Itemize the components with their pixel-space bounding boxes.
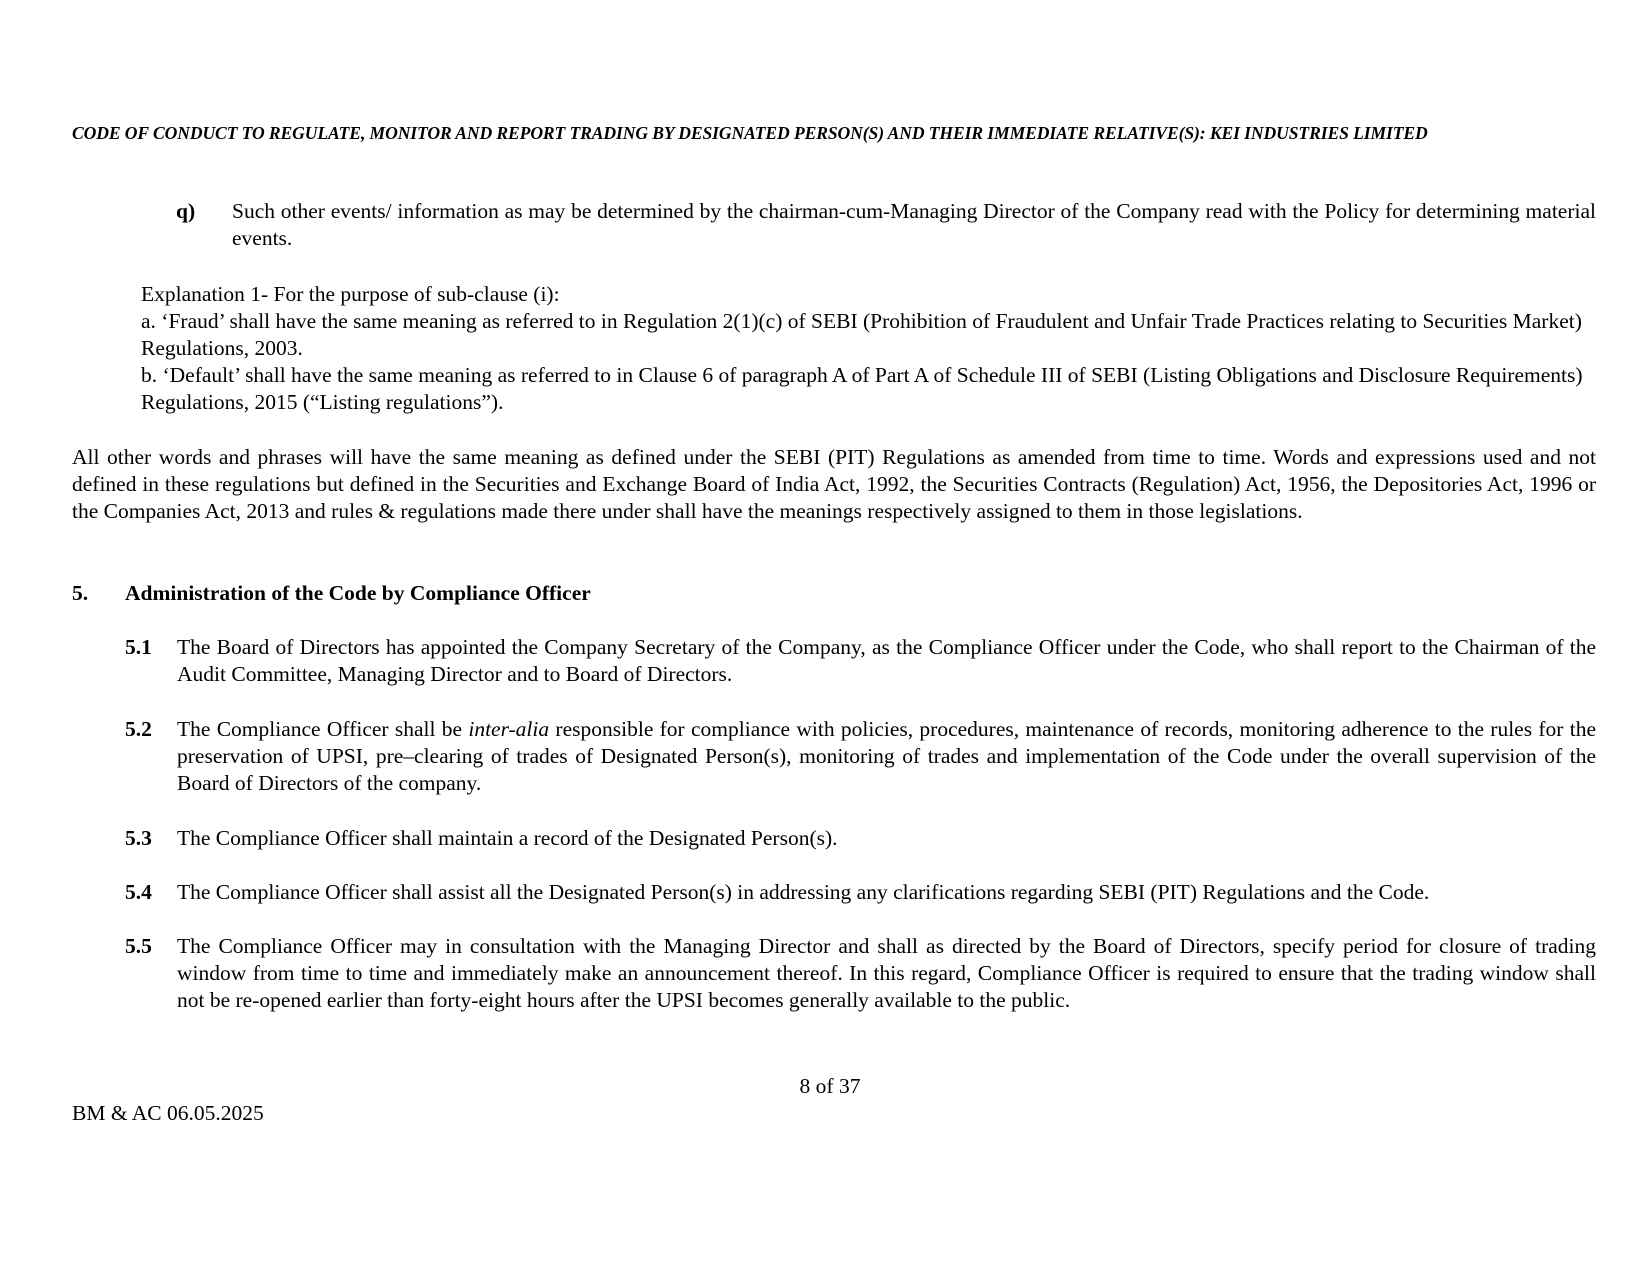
footer-reference: BM & AC 06.05.2025 — [72, 1101, 264, 1125]
subclause-text: The Compliance Officer shall maintain a record of the Designated Person(s). — [177, 826, 838, 850]
subclause-text: The Compliance Officer may in consultation with the Managing Director and shall as directed by the Board of Directors, specify period for closure of trading window from time to time and immediately make an announcement thereof. In this regard, Compliance Officer is required to ensure that the trading window shall not be re-opened earlier than forty-eight hours after the UPSI becomes generally available to the public. — [177, 934, 1596, 1012]
subclause-text-start: The Compliance Officer shall be — [177, 717, 469, 741]
clause-q-label: q) — [176, 199, 196, 223]
subclause-number: 5.2 — [125, 717, 152, 741]
explanation-block — [141, 281, 1601, 416]
subclause-number: 5.4 — [125, 880, 152, 904]
subclause-number: 5.5 — [125, 934, 152, 958]
clause-q-text: Such other events/ information as may be determined by the chairman-cum-Managing Director of the Company read with the Policy for determining material events. — [232, 199, 1596, 250]
subclause-text-italic: inter-alia — [468, 717, 550, 741]
definitions-paragraph: All other words and phrases will have the same meaning as defined under the SEBI (PIT) Regulations as amended from time to time. Words and expressions used and not defined in these regulations but defined in the Securities and Exchange Board of India Act, 1992, the Securities Contracts (Regulation) Act, 1956, the Depositories Act, 1996 or the Companies Act, 2013 and rules & regulations made there under shall have the meanings respectively assigned to them in those legislations. — [72, 445, 1596, 523]
explanation-default: b. ‘Default’ shall have the same meaning as referred to in Clause 6 of paragraph A of Part A of Schedule III of SEBI (Listing Obligations and Disclosure Requirements) Regulations, 2015 (“Listing regulations”). — [141, 363, 1583, 414]
subclause-text-end: responsible for compliance with policies, procedures, maintenance of records, monitoring adherence to the rules for the preservation of UPSI, pre–clearing of trades of Designated Person(s), monitoring of trades and implementation of the Code under the overall supervision of the Board of Directors of the company. — [177, 717, 1597, 795]
subclause-text: The Board of Directors has appointed the Company Secretary of the Company, as the Compliance Officer under the Code, who shall report to the Chairman of the Audit Committee, Managing Director and to Board of Directors. — [177, 635, 1596, 686]
section-number: 5. — [72, 581, 89, 605]
section-title: Administration of the Code by Compliance Officer — [125, 581, 591, 605]
page-number: 8 of 37 — [799, 1074, 861, 1098]
explanation-heading: Explanation 1- For the purpose of sub-clause (i): — [141, 282, 560, 306]
running-header: CODE OF CONDUCT TO REGULATE, MONITOR AND REPORT TRADING BY DESIGNATED PERSON(S) AND THEIR IMMEDIATE RELATIVE(S): KEI INDUSTRIES LIMITED — [72, 123, 1428, 143]
subclause-number: 5.3 — [125, 826, 152, 850]
subclause-number: 5.1 — [125, 635, 152, 659]
subclause-text — [177, 716, 1596, 797]
explanation-fraud: a. ‘Fraud’ shall have the same meaning as referred to in Regulation 2(1)(c) of SEBI (Prohibition of Fraudulent and Unfair Trade Practices relating to Securities Market) Regulations, 2003. — [141, 309, 1582, 360]
subclause-text: The Compliance Officer shall assist all the Designated Person(s) in addressing any clarifications regarding SEBI (PIT) Regulations and the Code. — [177, 880, 1430, 904]
